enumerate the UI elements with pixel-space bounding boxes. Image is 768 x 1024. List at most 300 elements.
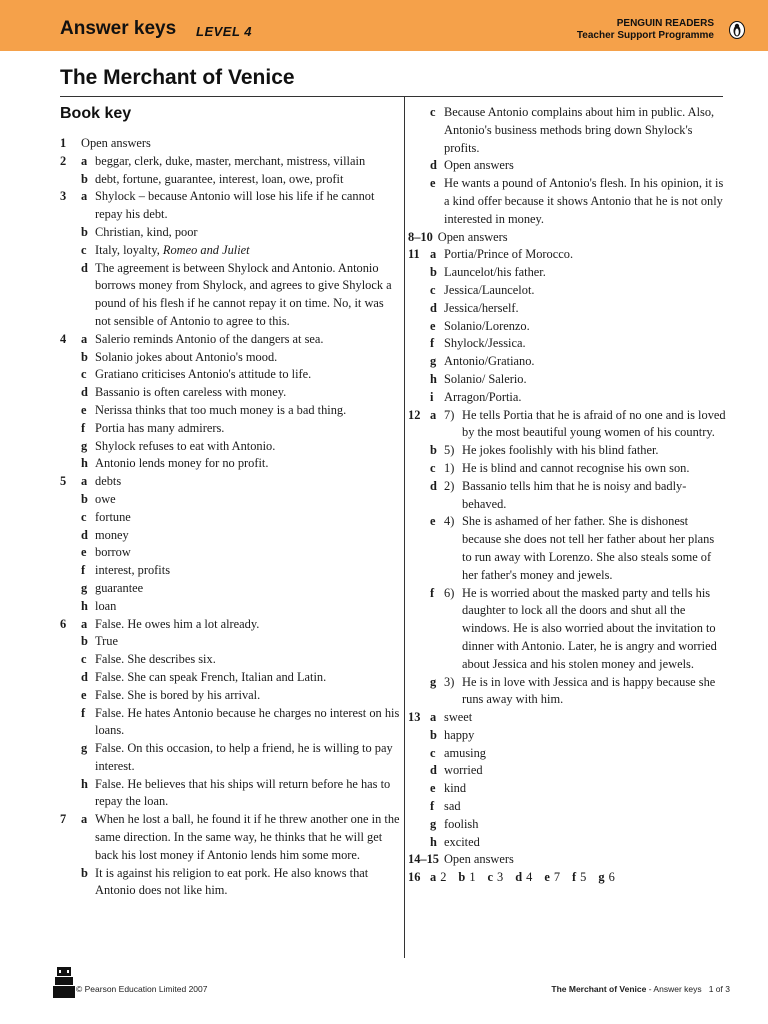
answer-text <box>444 389 726 407</box>
answer-body <box>430 709 726 851</box>
answer-line <box>430 371 726 389</box>
answer-line <box>81 740 400 776</box>
question-number: 5 <box>60 474 67 489</box>
answer-body <box>81 811 400 900</box>
answer-line <box>81 633 400 651</box>
answer-letter: a <box>81 812 88 827</box>
answer-line <box>81 438 400 456</box>
right-answer-column <box>408 104 726 887</box>
answer-text-span: debt, fortune, guarantee, interest, loan, owe, profit <box>95 171 344 186</box>
answer-letter: d <box>81 527 88 542</box>
question-number: 3 <box>60 189 67 204</box>
answer-text <box>444 371 726 389</box>
answer-line <box>81 242 400 260</box>
answer-line <box>81 544 400 562</box>
answer-line <box>81 865 400 901</box>
answer-text-span: Because Antonio complains about him in public. Also, Antonio's business methods bring down Shylock's profits. <box>444 105 715 155</box>
answer-letter: c <box>81 509 87 524</box>
answer-text-span: Nerissa thinks that too much money is a bad thing. <box>95 402 347 417</box>
answer-line <box>430 674 726 710</box>
answer-letter: b <box>430 727 437 742</box>
answer-line <box>81 153 400 171</box>
answer-text-span: False. He hates Antonio because he charges no interest on his loans. <box>95 705 400 738</box>
answer-text <box>95 544 400 562</box>
answer-text-span: She is ashamed of her father. She is dishonest because she does not tell her father about her plans to run away with Lorenzo. She also steals some of her father's money and jewels. <box>462 514 715 582</box>
header-level: LEVEL 4 <box>196 24 253 39</box>
question-number: 14–15 <box>408 852 439 867</box>
answer-line <box>430 834 726 852</box>
answer-item <box>60 811 400 900</box>
answer-text-span: sad <box>444 799 461 814</box>
answer-text <box>444 851 726 869</box>
footer-book-title: The Merchant of Venice <box>551 984 647 994</box>
answer-value: 2 <box>440 870 447 885</box>
answer-body <box>81 331 400 473</box>
question-number <box>408 104 430 229</box>
answer-letter: h <box>81 776 88 791</box>
answer-text-span: Open answers <box>443 852 514 867</box>
answer-letter: g <box>81 741 88 756</box>
answer-letter: g <box>430 674 437 689</box>
answer-letter: d <box>81 385 88 400</box>
answer-text <box>95 740 400 776</box>
answer-text <box>462 478 726 514</box>
answer-letter: a <box>81 153 88 168</box>
answer-line <box>430 246 726 264</box>
answer-letter: e <box>430 176 436 191</box>
answer-text <box>95 633 400 651</box>
answer-text-span: Salerio reminds Antonio of the dangers at sea. <box>95 331 324 346</box>
answer-text <box>95 384 400 402</box>
answer-letter: g <box>598 870 605 885</box>
footer-page-info <box>551 984 730 994</box>
answer-text-span: Jessica/herself. <box>444 300 519 315</box>
answer-ref-number: 1) <box>444 460 455 475</box>
answer-text <box>444 762 726 780</box>
answer-text <box>95 705 400 741</box>
answer-line <box>81 366 400 384</box>
answer-body <box>430 246 726 406</box>
answer-letter: c <box>430 460 436 475</box>
answer-line <box>430 798 726 816</box>
answer-ref-number: 7) <box>444 407 455 422</box>
answer-line <box>81 509 400 527</box>
answer-line <box>81 188 400 224</box>
answer-text-span: False. On this occasion, to help a friend, he is willing to pay interest. <box>95 741 393 773</box>
answer-letter: b <box>458 870 466 885</box>
answer-line <box>81 135 400 153</box>
answer-text-span: Jessica/Launcelot. <box>444 282 535 297</box>
answer-line <box>81 420 400 438</box>
answer-text-span: Solanio jokes about Antonio's mood. <box>95 349 278 364</box>
answer-text-span: Christian, kind, poor <box>95 224 198 239</box>
answer-text <box>444 353 726 371</box>
answer-letter: e <box>81 545 87 560</box>
answer-text <box>444 300 726 318</box>
answer-letter: b <box>430 265 437 280</box>
answer-line <box>81 580 400 598</box>
answer-item <box>408 246 726 406</box>
answer-item <box>60 188 400 330</box>
answer-text-span: Open answers <box>81 136 151 150</box>
answer-letter: h <box>81 598 88 613</box>
answer-letter: d <box>430 763 437 778</box>
answer-letter: f <box>430 799 435 814</box>
answer-text-span: Solanio/ Salerio. <box>444 371 527 386</box>
answer-text <box>95 188 400 224</box>
answer-item <box>408 229 726 247</box>
answer-text-span: owe <box>95 491 116 506</box>
answer-body <box>444 851 726 869</box>
answer-title-italic: Romeo and Juliet <box>162 242 250 257</box>
answer-letter: a <box>430 247 437 262</box>
answer-line <box>430 157 726 175</box>
brand-text <box>577 18 714 42</box>
answer-text <box>444 745 726 763</box>
answer-line <box>430 727 726 745</box>
answer-text-span: sweet <box>444 710 473 725</box>
answer-letter: b <box>81 634 88 649</box>
answer-text <box>95 509 400 527</box>
question-number: 13 <box>408 710 421 725</box>
answer-line <box>81 224 400 242</box>
answer-letter: c <box>430 282 436 297</box>
answer-item <box>408 407 726 710</box>
answer-body <box>81 473 400 615</box>
answer-letter: g <box>430 816 437 831</box>
section-title: Book key <box>60 105 132 122</box>
answer-text-span: Gratiano criticises Antonio's attitude to life. <box>95 367 312 382</box>
answer-text-span: guarantee <box>95 580 144 595</box>
answer-line <box>81 598 400 616</box>
answer-text-span: beggar, clerk, duke, master, merchant, mistress, villain <box>95 153 366 168</box>
answer-text <box>462 674 726 710</box>
answer-text-span: Antonio/Gratiano. <box>444 354 535 369</box>
answer-letter: c <box>81 652 87 667</box>
answer-text <box>95 580 400 598</box>
answer-letter: e <box>430 318 436 333</box>
answer-text-span: He is worried about the masked party and tells his daughter to lock all the doors and shut all the windows. He is also worried about the invitation to dinner with Antonio. Later, he is angry and worried about Jessica and his stolen money and jewels. <box>462 585 717 671</box>
answer-letter: i <box>430 389 434 404</box>
answer-letter: b <box>81 224 88 239</box>
answer-line <box>430 585 726 674</box>
answer-text-span: He wants a pound of Antonio's flesh. In his opinion, it is a kind offer because it shows Antonio that he is not only interested in money. <box>444 176 724 226</box>
answer-text <box>95 153 400 171</box>
column-divider <box>404 96 405 958</box>
answer-letter: g <box>81 580 88 595</box>
answer-text-span: When he lost a ball, he found it if he threw another one in the same direction. In the same way, he thinks that he will get back his lost money if Antonio lends him some more. <box>95 812 400 862</box>
answer-letter: g <box>81 438 88 453</box>
question-number: 7 <box>60 812 67 827</box>
answer-text <box>95 455 400 473</box>
answer-line <box>81 562 400 580</box>
answer-text-span: False. She describes six. <box>95 652 216 667</box>
answer-body <box>430 407 726 710</box>
answer-text <box>95 669 400 687</box>
answer-line <box>81 527 400 545</box>
answer-text <box>95 242 400 260</box>
answer-text <box>95 811 400 864</box>
answer-text-span: interest, profits <box>95 563 171 578</box>
answer-text-span: Shylock – because Antonio will lose his life if he cannot repay his debt. <box>95 189 375 222</box>
answer-letter: b <box>81 491 88 506</box>
answer-letter: h <box>81 456 88 471</box>
answer-text <box>95 651 400 669</box>
answer-text-span: Shylock/Jessica. <box>444 336 526 351</box>
answer-value: 5 <box>580 870 587 885</box>
answer-letter: e <box>544 870 550 885</box>
answer-letter: e <box>430 514 436 529</box>
answer-letter: c <box>487 870 494 885</box>
answer-text <box>462 460 726 478</box>
answer-line <box>430 460 726 478</box>
answer-letter: d <box>81 260 88 275</box>
answer-text-span: Open answers <box>437 229 508 244</box>
answer-item <box>408 851 726 869</box>
answer-text <box>462 513 726 584</box>
answer-letter: a <box>81 474 88 489</box>
answer-text-span: He jokes foolishly with his blind father. <box>462 443 659 458</box>
answer-text-span: Bassanio tells him that he is noisy and badly-behaved. <box>462 478 687 511</box>
question-number: 11 <box>408 247 420 262</box>
answer-ref-number: 3) <box>444 674 455 689</box>
answer-letter: a <box>430 710 437 725</box>
question-number: 1 <box>60 136 67 150</box>
answer-text-span: Italy, loyalty, <box>95 242 163 257</box>
answer-letter: d <box>81 669 88 684</box>
answer-body <box>81 188 400 330</box>
answer-letter: e <box>81 687 87 702</box>
brand-line2: Teacher Support Programme <box>576 30 714 41</box>
answer-line <box>81 402 400 420</box>
title-divider <box>60 96 723 97</box>
answer-text <box>95 491 400 509</box>
question-number: 12 <box>408 407 421 422</box>
answer-text <box>95 224 400 242</box>
answer-text-span: False. He believes that his ships will return before he has to repay the loan. <box>95 776 391 809</box>
answer-letter: f <box>572 870 577 885</box>
answer-letter: f <box>430 336 435 351</box>
answer-text <box>444 157 726 175</box>
answer-line <box>430 282 726 300</box>
answer-text <box>444 727 726 745</box>
answer-text-span: Launcelot/his father. <box>444 265 546 280</box>
answer-text <box>444 798 726 816</box>
answer-item <box>60 153 400 189</box>
answer-text-span: Antonio lends money for no profit. <box>95 456 269 471</box>
answer-letter: f <box>81 563 86 578</box>
answer-text <box>95 438 400 456</box>
answer-text-span: amusing <box>444 745 486 760</box>
answer-text <box>438 229 726 247</box>
answer-text-span: The agreement is between Shylock and Antonio. Antonio borrows money from Shylock, and agrees to give Shylock a pound of his flesh if he cannot repay it on time. No, it was not sensible of Antonio to agree to this. <box>95 260 392 328</box>
answer-text <box>95 171 400 189</box>
answer-item <box>60 616 400 812</box>
answer-item-16 <box>408 869 726 887</box>
answer-text <box>95 420 400 438</box>
answer-text <box>444 175 726 228</box>
answer-value: 3 <box>497 870 504 885</box>
answer-letter: a <box>81 616 88 631</box>
answer-line <box>430 104 726 157</box>
answer-line <box>430 264 726 282</box>
answer-line <box>81 776 400 812</box>
answer-body <box>81 135 400 153</box>
answer-line <box>444 851 726 869</box>
answer-item <box>60 135 400 153</box>
answer-item <box>408 709 726 851</box>
answer-letter: f <box>430 585 435 600</box>
answer-line <box>430 745 726 763</box>
question-number: 4 <box>60 331 67 346</box>
answer-text-span: False. She is bored by his arrival. <box>95 687 261 702</box>
answer-text-span: happy <box>444 727 475 742</box>
answer-text <box>444 816 726 834</box>
answer-text <box>444 780 726 798</box>
answer-line <box>430 816 726 834</box>
answer-line <box>430 780 726 798</box>
answer-text-span: False. She can speak French, Italian and Latin. <box>95 669 327 684</box>
answer-text <box>95 473 400 491</box>
brand-line1: PENGUIN READERS <box>616 18 714 29</box>
answer-text-span: debts <box>95 474 122 489</box>
answer-ref-number: 6) <box>444 585 455 600</box>
answer-letter: a <box>430 870 437 885</box>
answer-letter: h <box>430 834 437 849</box>
answer-letter: d <box>515 870 523 885</box>
answer-letter: c <box>430 105 436 119</box>
header-title: Answer keys <box>60 18 177 39</box>
answer-text-span: money <box>95 527 129 542</box>
answer-text-span: borrow <box>95 545 131 560</box>
answer-letter: b <box>81 171 88 186</box>
answer-line <box>430 318 726 336</box>
answer-letter: c <box>81 242 87 257</box>
answer-line <box>81 473 400 491</box>
answer-letter: d <box>430 158 437 173</box>
answer-letter: g <box>430 354 437 369</box>
question-number: 6 <box>60 616 67 631</box>
answer-line <box>81 384 400 402</box>
header-bar <box>0 0 768 51</box>
answer-text <box>462 585 726 674</box>
answer-text <box>444 318 726 336</box>
answer-line <box>430 353 726 371</box>
answer-text-span: False. He owes him a lot already. <box>95 616 260 631</box>
answer-text <box>95 616 400 634</box>
answer-text-span: He is in love with Jessica and is happy because she runs away with him. <box>462 674 716 707</box>
answer-text-span: Arragon/Portia. <box>444 389 522 404</box>
answer-letter: b <box>430 443 437 458</box>
answer-value: 1 <box>469 870 476 885</box>
answer-text <box>444 264 726 282</box>
answer-letter: e <box>430 781 436 796</box>
answer-line <box>81 669 400 687</box>
answer-ref-number: 2) <box>444 478 455 493</box>
answer-text <box>95 776 400 812</box>
answer-line <box>81 811 400 864</box>
answer-text <box>444 246 726 264</box>
footer-suffix: - Answer keys <box>646 984 702 994</box>
answer-line <box>430 335 726 353</box>
answer-text-span: Shylock refuses to eat with Antonio. <box>95 438 276 453</box>
question-number: 2 <box>60 153 67 168</box>
answer-text <box>95 527 400 545</box>
answer-letter: d <box>430 300 437 315</box>
answer-text-span: worried <box>444 763 483 778</box>
answer-text-span: loan <box>95 598 117 613</box>
answer-line <box>81 171 400 189</box>
answer-letter: d <box>430 478 437 493</box>
answer-text-span: Portia/Prince of Morocco. <box>444 247 574 262</box>
answer-text <box>81 135 400 153</box>
answer-text <box>444 282 726 300</box>
copyright-text: © Pearson Education Limited 2007 <box>76 984 208 994</box>
left-answer-column <box>60 135 400 900</box>
answer-text <box>95 366 400 384</box>
answer-body <box>438 229 726 247</box>
answer-line <box>430 300 726 318</box>
answer-text-span: Open answers <box>444 158 514 173</box>
answer-letter: f <box>81 420 86 435</box>
answer-text <box>95 260 400 331</box>
answer-text-span: Bassanio is often careless with money. <box>95 385 287 400</box>
answer-text <box>462 442 726 460</box>
answer-line <box>430 442 726 460</box>
answer-text-span: fortune <box>95 509 131 524</box>
question-number: 16 <box>408 870 421 885</box>
penguin-logo-icon <box>729 21 745 39</box>
answer-line <box>81 349 400 367</box>
answer-ref-number: 4) <box>444 514 455 529</box>
answer-letter: b <box>81 865 88 880</box>
answer-text <box>95 562 400 580</box>
answer-letter: a <box>81 331 88 346</box>
answer-line <box>81 491 400 509</box>
answer-line <box>430 513 726 584</box>
answer-text <box>95 349 400 367</box>
answer-text-span: excited <box>444 834 480 849</box>
answer-letter: a <box>430 407 437 422</box>
answer-line <box>81 705 400 741</box>
answer-text-span: He tells Portia that he is afraid of no one and is loved by the most beautiful young women of his country. <box>462 407 726 440</box>
answer-text <box>444 335 726 353</box>
answer-text-span: Portia has many admirers. <box>95 420 225 435</box>
answer-letter: e <box>81 402 87 417</box>
answer-line <box>81 651 400 669</box>
answer-body <box>430 104 726 229</box>
answer-ref-number: 5) <box>444 443 455 458</box>
answer-text <box>444 834 726 852</box>
answer-letter: f <box>81 705 86 720</box>
answer-letter: h <box>430 371 437 386</box>
answer-letter: b <box>81 349 88 364</box>
page-title: The Merchant of Venice <box>60 66 295 89</box>
answer-line <box>438 229 726 247</box>
answer-line <box>81 687 400 705</box>
answer-line <box>81 455 400 473</box>
answer-text-span: He is blind and cannot recognise his own son. <box>462 460 690 475</box>
answer-line <box>81 331 400 349</box>
answer-item <box>60 331 400 473</box>
answer-letter: a <box>81 189 88 204</box>
answer-line <box>430 175 726 228</box>
answer-text-span: It is against his religion to eat pork. He also knows that Antonio does not like him. <box>95 865 369 898</box>
answer-text-span: foolish <box>444 816 479 831</box>
answer-body <box>81 616 400 812</box>
answer-letter: c <box>430 745 436 760</box>
page-number: 1 of 3 <box>708 984 730 994</box>
